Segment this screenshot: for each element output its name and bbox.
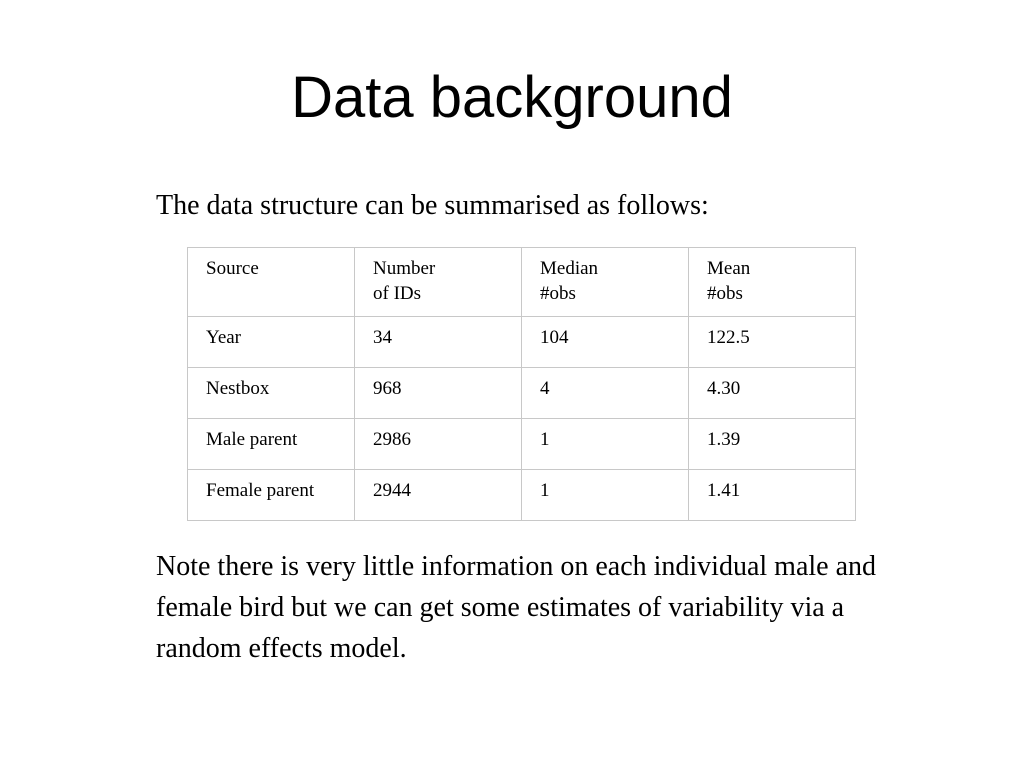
- cell-mean-obs: 122.5: [689, 317, 856, 368]
- table-row: [188, 419, 856, 470]
- cell-source: Nestbox: [188, 368, 355, 419]
- cell-median-obs: 104: [522, 317, 689, 368]
- header-source-line-1: Source: [206, 258, 259, 279]
- header-mean-line-2: #obs: [707, 283, 743, 304]
- header-source: [188, 248, 355, 317]
- cell-mean-obs: 1.41: [689, 470, 856, 521]
- cell-median-obs: 1: [522, 470, 689, 521]
- cell-number-of-ids: 968: [355, 368, 522, 419]
- intro-text: The data structure can be summarised as follows:: [156, 190, 709, 221]
- note-text: Note there is very little information on each individual male and female bird but we can get some estimates of variability via a random effects model.: [156, 551, 877, 664]
- table-row: [188, 317, 856, 368]
- cell-number-of-ids: 2986: [355, 419, 522, 470]
- cell-median-obs: 1: [522, 419, 689, 470]
- cell-source: Year: [188, 317, 355, 368]
- header-number-line-2: of IDs: [373, 283, 422, 304]
- cell-median-obs: 4: [522, 368, 689, 419]
- header-number-line-1: Number: [373, 258, 436, 279]
- table-row: [188, 470, 856, 521]
- cell-source: Female parent: [188, 470, 355, 521]
- header-median-line-1: Median: [540, 258, 599, 279]
- slide-title: Data background: [291, 65, 733, 130]
- data-structure-table: [187, 247, 856, 521]
- cell-number-of-ids: 2944: [355, 470, 522, 521]
- header-median-obs: [522, 248, 689, 317]
- header-mean-obs: [689, 248, 856, 317]
- cell-source: Male parent: [188, 419, 355, 470]
- cell-mean-obs: 4.30: [689, 368, 856, 419]
- table-row: [188, 368, 856, 419]
- header-median-line-2: #obs: [540, 283, 576, 304]
- header-mean-line-1: Mean: [707, 258, 751, 279]
- header-number-of-ids: [355, 248, 522, 317]
- cell-mean-obs: 1.39: [689, 419, 856, 470]
- cell-number-of-ids: 34: [355, 317, 522, 368]
- table-header-row: [188, 248, 856, 317]
